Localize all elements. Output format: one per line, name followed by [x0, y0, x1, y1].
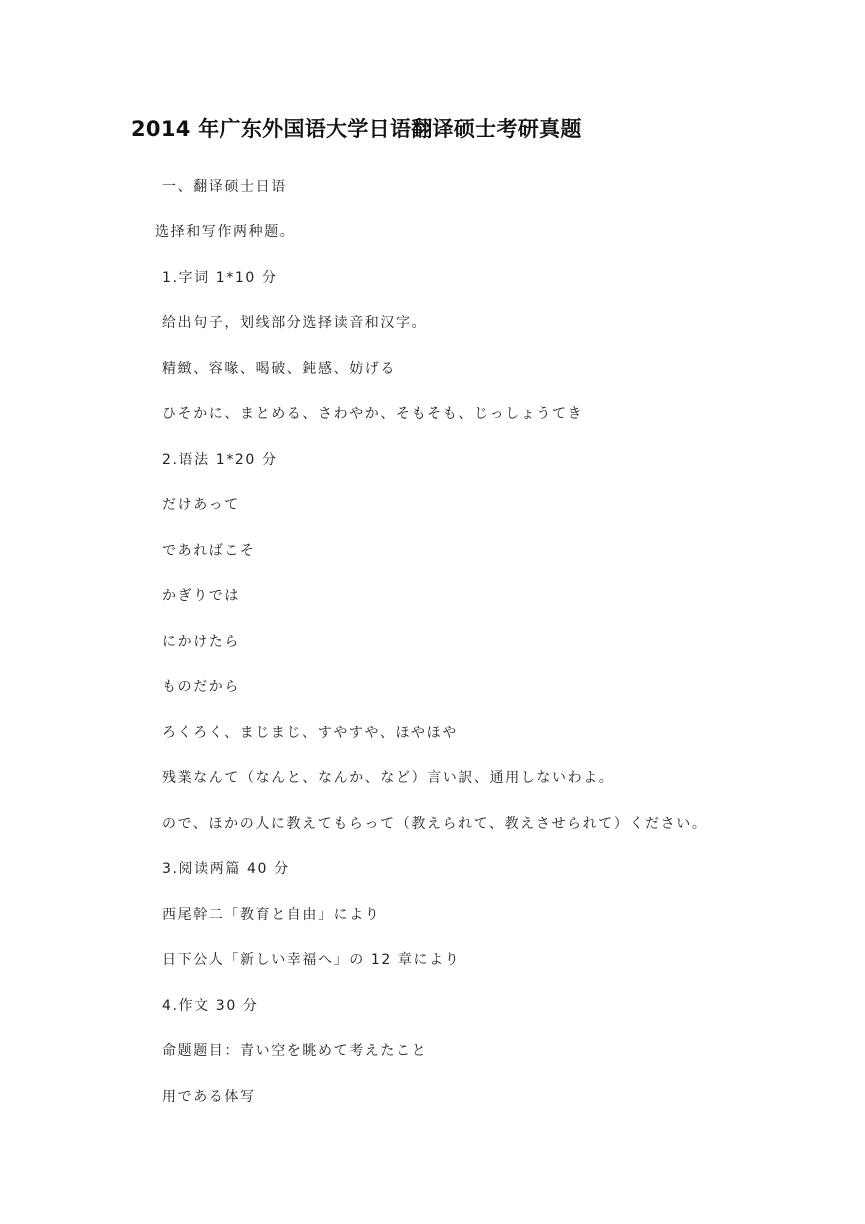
text-line: ので、ほかの人に教えてもらって（教えられて、教えさせられて）ください。 — [162, 816, 708, 832]
text-line: 日下公人「新しい幸福へ」の 12 章により — [162, 952, 461, 968]
text-line: 西尾幹二「教育と自由」により — [162, 907, 381, 923]
text-line: 2.语法 1*20 分 — [162, 452, 278, 468]
text-line: 4.作文 30 分 — [162, 998, 259, 1014]
text-line: 1.字词 1*10 分 — [162, 270, 278, 286]
text-line: 3.阅读两篇 40 分 — [162, 861, 290, 877]
text-line: ろくろく、まじまじ、すやすや、ほやほや — [162, 725, 458, 741]
text-line: ひそかに、まとめる、さわやか、そもそも、じっしょうてき — [162, 406, 584, 422]
section-heading: 一、翻译硕士日语 — [162, 179, 287, 195]
text-line: 残業なんて（なんと、なんか、など）言い訳、通用しないわよ。 — [162, 770, 615, 786]
document-title: 2014 年广东外国语大学日语翻译硕士考研真题 — [131, 117, 582, 141]
text-line: だけあって — [162, 497, 240, 513]
text-line: 用である体写 — [162, 1089, 256, 1105]
text-line: かぎりでは — [162, 588, 240, 604]
text-line: 精緻、容喙、喝破、鈍感、妨げる — [162, 361, 396, 377]
text-line: にかけたら — [162, 634, 240, 650]
text-line: ものだから — [162, 679, 240, 695]
text-line: 选择和写作两种题。 — [155, 224, 296, 240]
text-line: 命题题目：青い空を眺めて考えたこと — [162, 1043, 428, 1059]
text-line: 给出句子，划线部分选择读音和汉字。 — [162, 315, 428, 331]
text-line: であればこそ — [162, 543, 256, 559]
